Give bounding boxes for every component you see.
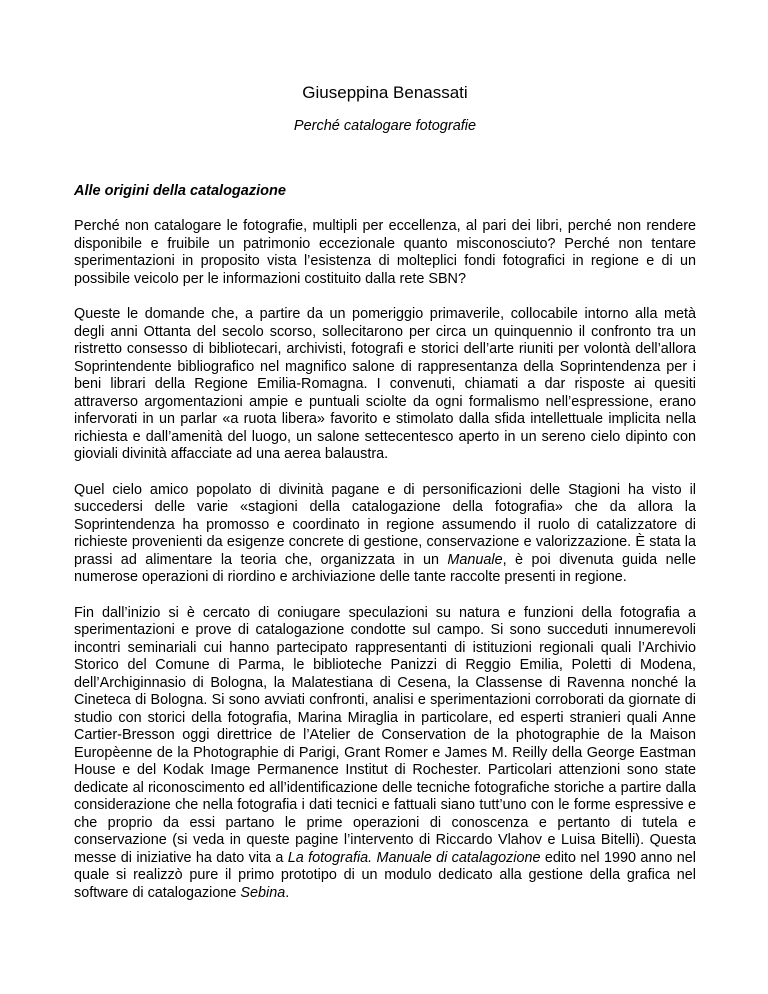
section-heading: Alle origini della catalogazione	[74, 183, 286, 199]
paragraph-3-text-end: , è poi divenuta guida nelle numerose operazioni di riordino e archiviazione delle tante raccolte presenti in regione.	[74, 551, 696, 585]
paragraph-3	[74, 482, 696, 587]
book-title-italic: La fotografia. Manuale di catalagozione	[287, 849, 541, 866]
author-name: Giuseppina Benassati	[302, 83, 468, 102]
document-title: Perché catalogare fotografie	[293, 118, 477, 134]
paragraph-4-text: Fin dall’inizio si è cercato di coniugare speculazioni su natura e funzioni della fotografia a sperimentazioni e prove di catalogazione condotte sul campo. Si sono succeduti innumerevoli incontri seminariali cui hanno partecipato rappresentanti di istituzioni regionali quali l’Archivio Storico del Comune di Parma, le biblioteche Panizzi di Reggio Emilia, Poletti di Modena, dell’Archiginnasio di Bologna, la Malatestiana di Cesena, la Classense di Ravenna nonché la Cineteca di Bologna. Si sono avviati confronti, analisi e sperimentazioni corroborati da giornate di studio con storici della fotografia, Marina Miraglia in particolare, ed esperti stranieri quali Anne Cartier-Bresson oggi direttrice de l’Atelier de Conservation de la photographie de la Maison Europèenne de la Photographie di Parigi, Grant Romer e James M. Reilly della George Eastman House e del Kodak Image Permanence Institut di Rochester. Particolari attenzioni sono state dedicate al riconoscimento ed all’identificazione delle tecniche fotografiche storiche a partire dalla considerazione che nella fotografia i dati tecnici e fattuali siano tutt’uno con le forme espressive e che proprio da essi partano le prime operazioni di conoscenza e pertanto di tutela e conservazione (si veda in queste pagine l’intervento di Riccardo Vlahov e Luisa Bitelli). Questa messe di iniziative ha dato vita a	[74, 604, 696, 866]
body-text	[74, 218, 696, 920]
paragraph-3-text: Quel cielo amico popolato di divinità pagane e di personificazioni delle Stagioni ha visto il succedersi delle varie «stagioni della catalogazione della fotografia» che da allora la Soprintendenza ha promosso e coordinato in regione assumendo il ruolo di catalizzatore di richieste provenienti da esigenze concrete di gestione, conservazione e valorizzazione. È stata la prassi ad alimentare la teoria che, organizzata in un	[74, 481, 696, 568]
paragraph-4-text-middle: edito nel 1990 anno nel quale si realizzò pure il primo prototipo di un modulo dedicato alla gestione della grafica nel software di catalogazione	[74, 849, 696, 901]
paragraph-1: Perché non catalogare le fotografie, multipli per eccellenza, al pari dei libri, perché non rendere disponibile e fruibile un patrimonio eccezionale quanto misconosciuto? Perché non tentare sperimentazioni in proposito vista l’esistenza di molteplici fondi fotografici in regione e di un possibile veicolo per le informazioni costituito dalla rete SBN?	[74, 218, 696, 287]
paragraph-2: Queste le domande che, a partire da un pomeriggio primaverile, collocabile intorno alla metà degli anni Ottanta del secolo scorso, sollecitarono per circa un quinquennio il confronto tra un ristretto consesso di bibliotecari, archivisti, fotografi e storici dell’arte riuniti per volontà dell’allora Soprintendente bibliografico nel magnifico salone di rappresentanza della Soprintendenza per i beni librari della Regione Emilia-Romagna. I convenuti, chiamati a dar risposte ai quesiti attraverso argomentazioni ampie e puntuali sciolte da ogni formalismo nell’espressione, erano infervorati in un parlar «a ruota libera» favorito e stimolato dalla sfida intellettuale implicita nella richiesta e dall’amenità del luogo, un salone settecentesco aperto in un sereno cielo dipinto con gioviali divinità affacciate ad una aerea balaustra.	[74, 306, 696, 462]
paragraph-4	[74, 605, 696, 903]
manuale-italic: Manuale	[447, 551, 503, 568]
software-name-italic: Sebina	[240, 884, 286, 901]
paragraph-4-text-end: .	[285, 884, 290, 901]
